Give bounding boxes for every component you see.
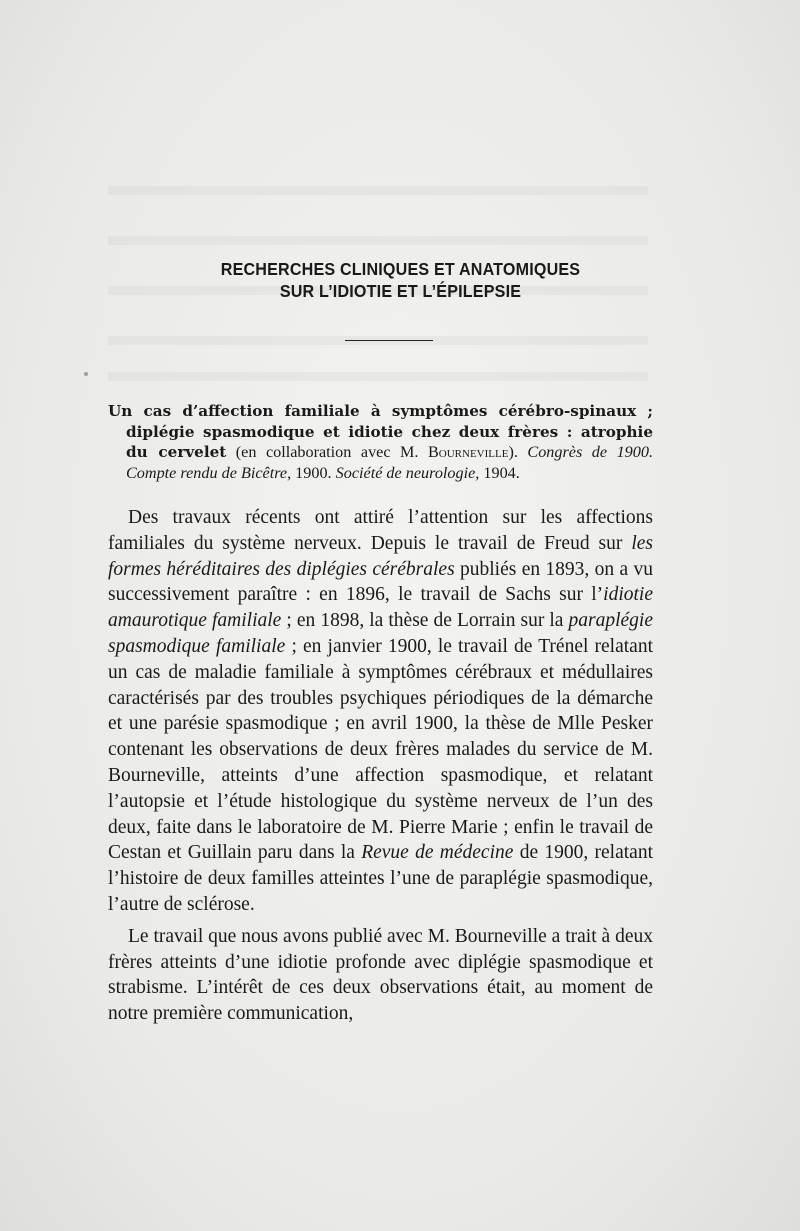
p1-italic-lorrain-title: paraplégie spasmodique familiale [108, 610, 653, 657]
p1-text-2: publiés en 1893, on a vu successivement paraître : en 1896, le travail de Sachs sur l’ [108, 558, 653, 606]
p1-text-1: Des travaux récents ont attiré l’attention sur les affections familiales du système nerveux. Depuis le travail de Freud sur [108, 507, 653, 554]
citation-title: Un cas d’affection familiale à symptômes cérébro-spinaux ; diplégie spasmodique et idiotie chez deux frères : atrophie du cervelet [108, 402, 653, 461]
title-divider [345, 340, 433, 341]
citation-ref-societe: Société de neurologie [335, 463, 476, 482]
publication-citation [108, 401, 653, 483]
body-text [108, 505, 653, 1027]
bleed-through-line [108, 186, 648, 195]
title-line-2: SUR L’IDIOTIE ET L’ÉPILEPSIE [279, 281, 522, 301]
p1-text-3: ; en 1898, la thèse de Lorrain sur la [281, 610, 569, 632]
citation-collab-suffix: ). [508, 443, 518, 461]
citation-collaborator: Bourneville [428, 443, 509, 461]
paragraph-1 [108, 505, 653, 918]
paragraph-2: Le travail que nous avons publié avec M. Bourneville a trait à deux frères atteints d’une idiotie profonde avec diplégie spasmodique et strabisme. L’intérêt de ces deux observations était, au moment de notre première communication, [108, 925, 653, 1025]
page-title [168, 258, 633, 302]
citation-ref-societe-year: , 1904. [475, 463, 520, 482]
bleed-through-line [108, 236, 648, 245]
title-line-1: RECHERCHES CLINIQUES ET ANATOMIQUES [220, 259, 581, 279]
page-content [108, 258, 653, 1027]
citation-collab-prefix: (en collaboration avec M. [235, 443, 428, 461]
citation-ref-compte-rendu-year: , 1900. [287, 463, 332, 482]
p1-text-5: de 1900, relatant l’histoire de deux familles atteintes l’une de paraplégie spasmodique, l’autre de sclérose. [108, 842, 653, 915]
citation-ref-congres: Congrès de 1900. [527, 443, 653, 461]
paper-speck [84, 372, 88, 376]
p1-italic-freud-title: les formes héréditaires des diplégies cérébrales [108, 532, 653, 580]
p1-italic-revue-title: Revue de médecine [361, 842, 514, 864]
p1-italic-sachs-title: idiotie amaurotique familiale [108, 584, 653, 632]
citation-ref-compte-rendu: Compte rendu de Bicêtre [126, 463, 288, 482]
p1-text-4: ; en janvier 1900, le travail de Trénel relatant un cas de maladie familiale à symptômes cérébraux et médullaires caractérisés par des troubles psychiques périodiques de la démarche et une parésie spasmodique ; en avril 1900, la thèse de Mlle Pesker contenant les observations de deux frères malades du service de M. Bourneville, atteints d’une affection spasmodique, et relatant l’autopsie et l’étude histologique du système nerveux de l’un des deux, faite dans le laboratoire de M. Pierre Marie ; enfin le travail de Cestan et Guillain paru dans la [108, 635, 653, 864]
